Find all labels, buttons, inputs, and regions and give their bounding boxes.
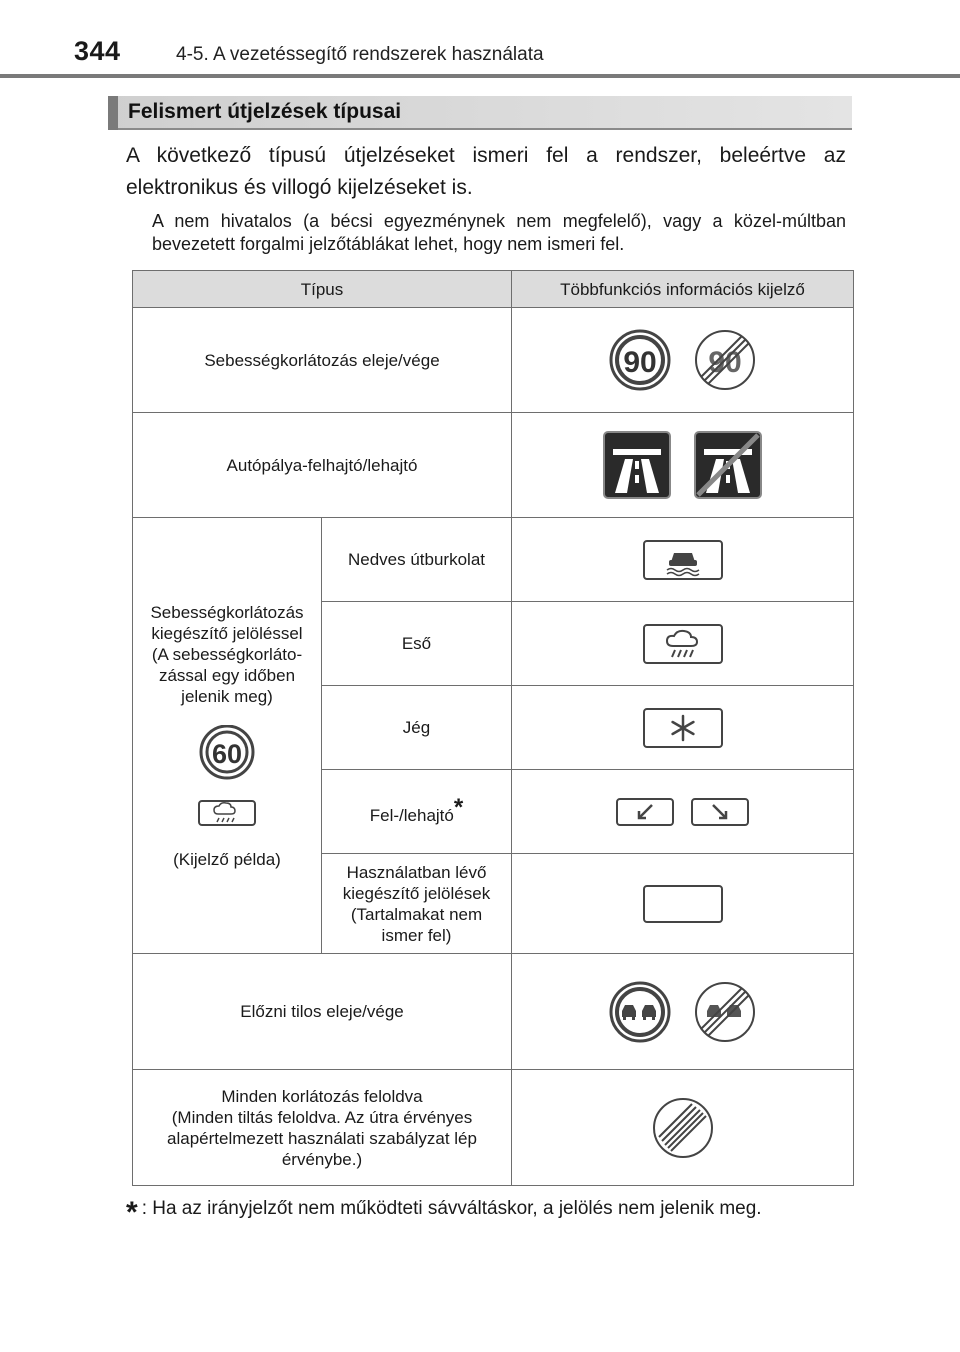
supp-line: Sebességkorlátozás: [150, 602, 304, 622]
table-header-row: [133, 271, 854, 308]
arrow-down-left-icon: [616, 798, 674, 826]
no-overtaking-signs: [512, 954, 854, 1070]
speed-limit-signs: [512, 308, 854, 413]
end-all-line: érvénybe.): [281, 1149, 363, 1169]
example-caption: (Kijelző példa): [173, 849, 281, 869]
chapter-title: 4-5. A vezetéssegítő rendszerek használata: [176, 44, 544, 65]
arrow-down-right-icon: [691, 798, 749, 826]
motorway-end-icon: [694, 431, 762, 499]
row-label-other: [322, 854, 512, 954]
speed-limit-end-icon: [694, 329, 756, 391]
intro-paragraph: A következő típusú útjelzéseket ismeri fel a rendszer, beleértve az elektronikus és villogó kijelzéseket is.: [126, 144, 846, 199]
motorway-start-icon: [603, 431, 671, 499]
row-label-supplementary: [133, 518, 322, 954]
table-row: [133, 954, 854, 1070]
table-row: [133, 413, 854, 518]
wet-road-icon: [643, 540, 723, 580]
row-label-motorway: Autópálya-felhajtó/lehajtó: [133, 413, 512, 518]
example-display: [137, 725, 317, 831]
supp-line: zással egy időben: [158, 665, 296, 685]
section-accent: [108, 96, 118, 130]
example-speed-label: 60: [211, 738, 243, 769]
sign-types-table: [132, 270, 854, 1186]
ice-sign: [512, 686, 854, 770]
other-line: ismer fel): [381, 925, 452, 945]
end-all-sign: [512, 1070, 854, 1186]
section-heading-bar: [108, 96, 852, 130]
row-label-end-all: [133, 1070, 512, 1186]
blank-plate-icon: [643, 885, 723, 923]
example-speed-sign-icon: [197, 725, 257, 795]
motorway-signs: [512, 413, 854, 518]
other-line: kiegészítő jelölések: [342, 883, 491, 903]
supp-line: jelenik meg): [181, 686, 273, 706]
page-number: 344: [74, 36, 121, 66]
row-label-ramp: [322, 770, 512, 854]
other-line: Használatban lévő: [346, 862, 487, 882]
end-all-restrictions-icon: [652, 1097, 714, 1159]
no-overtaking-end-icon: [694, 981, 756, 1043]
footnote-text: : Ha az irányjelzőt nem működteti sávváltáskor, a jelölés nem jelenik meg.: [141, 1198, 762, 1219]
footnote-marker: *: [453, 794, 464, 821]
note-paragraph: A nem hivatalos (a bécsi egyezménynek nem megfelelő), vagy a közel-múltban bevezetett forgalmi jelzőtáblákat lehet, hogy nem ismeri fel.: [152, 211, 846, 254]
header-divider: [0, 74, 960, 78]
table-row: [133, 308, 854, 413]
speed-value-label-end: 90: [708, 346, 742, 379]
end-all-line: alapértelmezett használati szabályzat lép: [167, 1128, 477, 1148]
row-label-wet: Nedves útburkolat: [322, 518, 512, 602]
footnote-star: *: [126, 1196, 138, 1229]
supp-line: (A sebességkorláto-: [151, 644, 303, 664]
no-overtaking-start-icon: [609, 981, 671, 1043]
snowflake-icon: [643, 708, 723, 748]
other-line: (Tartalmakat nem: [350, 904, 483, 924]
speed-value-label: 90: [623, 346, 657, 379]
blank-plate-sign: [512, 854, 854, 954]
end-all-line: (Minden tiltás feloldva. Az útra érvényes: [171, 1107, 473, 1127]
row-label-ice: Jég: [322, 686, 512, 770]
ramp-signs: [512, 770, 854, 854]
example-rain-plate-icon: [198, 800, 256, 826]
footnote: [126, 1196, 762, 1230]
row-label-rain: Eső: [322, 602, 512, 686]
section-title: Felismert útjelzések típusai: [128, 100, 402, 123]
header-display: Többfunkciós információs kijelző: [512, 271, 854, 308]
rain-icon: [643, 624, 723, 664]
row-label-no-overtaking: Előzni tilos eleje/vége: [133, 954, 512, 1070]
header-type: Típus: [133, 271, 512, 308]
end-all-line: Minden korlátozás feloldva: [221, 1086, 423, 1106]
rain-sign: [512, 602, 854, 686]
table-row: [133, 1070, 854, 1186]
wet-road-sign: [512, 518, 854, 602]
speed-limit-start-icon: [609, 329, 671, 391]
table-row: [133, 518, 854, 602]
supp-line: kiegészítő jelöléssel: [151, 623, 303, 643]
ramp-label: Fel-/lehajtó: [369, 806, 454, 825]
supplementary-label: [137, 602, 317, 707]
row-label-speed-limit: Sebességkorlátozás eleje/vége: [133, 308, 512, 413]
